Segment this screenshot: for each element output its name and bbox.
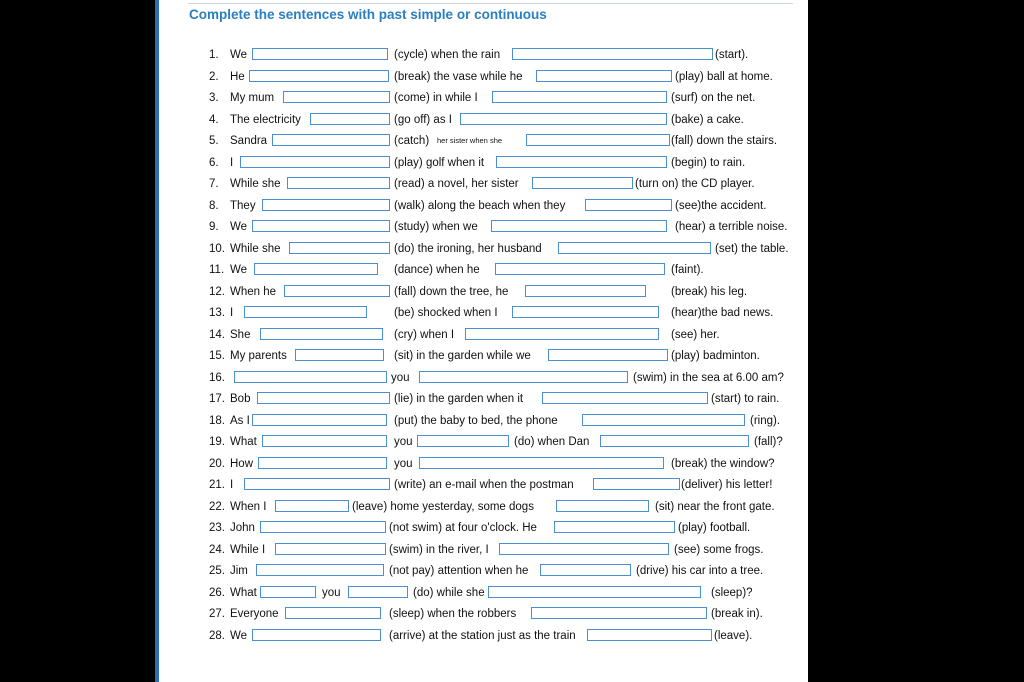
exercise-row xyxy=(209,369,809,387)
sentence-text: (bake) a cake. xyxy=(671,113,744,126)
sentence-text: (deliver) his letter! xyxy=(681,479,773,491)
exercise-row xyxy=(209,605,809,623)
sentence-text: you xyxy=(394,436,413,448)
exercise-row xyxy=(209,46,809,64)
sentence-text: We xyxy=(230,221,248,233)
sentence-text: (break) the window? xyxy=(671,457,775,470)
answer-input[interactable] xyxy=(460,113,667,125)
sentence-text: She xyxy=(230,328,251,341)
answer-input[interactable] xyxy=(252,414,387,426)
answer-input[interactable] xyxy=(531,607,707,619)
sentence-text: (start) to rain. xyxy=(711,393,780,405)
sentence-text: (faint). xyxy=(671,264,704,276)
exercise-row xyxy=(209,562,809,580)
sentence-text: (fall) down the tree, he xyxy=(394,285,509,298)
item-number: 27. xyxy=(209,608,225,620)
sentence-text: What xyxy=(230,586,257,599)
exercise-row xyxy=(209,68,809,86)
item-number: 10. xyxy=(209,242,225,255)
exercise-row xyxy=(209,132,809,150)
item-number: 13. xyxy=(209,307,225,319)
answer-input[interactable] xyxy=(252,220,390,232)
sentence-text: I xyxy=(230,479,234,491)
answer-input[interactable] xyxy=(585,199,672,211)
sentence-text: They xyxy=(230,199,256,212)
answer-input[interactable] xyxy=(252,629,381,641)
item-number: 9. xyxy=(209,221,219,233)
exercise-row xyxy=(209,111,809,129)
exercise-row xyxy=(209,390,809,408)
sentence-text: I xyxy=(230,307,234,319)
sentence-text: (do) the ironing, her husband xyxy=(394,242,542,255)
answer-input[interactable] xyxy=(542,392,708,404)
exercise-row xyxy=(209,412,809,430)
exercise-row xyxy=(209,476,809,494)
sentence-text: (play) ball at home. xyxy=(675,70,773,83)
answer-input[interactable] xyxy=(556,500,649,512)
sentence-text: (fall)? xyxy=(754,436,783,448)
sentence-text: (sit) near the front gate. xyxy=(655,500,775,513)
sentence-text: (sleep) when the robbers xyxy=(389,608,517,620)
item-number: 20. xyxy=(209,457,225,470)
answer-input[interactable] xyxy=(260,328,383,340)
sentence-text: While I xyxy=(230,543,266,556)
exercise-row xyxy=(209,304,809,322)
sentence-text: We xyxy=(230,629,248,642)
sentence-text: (come) in while I xyxy=(394,92,478,104)
item-number: 8. xyxy=(209,199,219,212)
sentence-text: When I xyxy=(230,500,267,513)
sentence-text: you xyxy=(391,371,410,384)
sentence-text: What xyxy=(230,436,257,448)
sentence-text: (catch) xyxy=(394,135,430,147)
sentence-text: (write) an e-mail when the postman xyxy=(394,479,574,491)
exercise-row xyxy=(209,154,809,172)
exercise-row xyxy=(209,261,809,279)
sentence-text: (go off) as I xyxy=(394,113,452,126)
sentence-text: (begin) to rain. xyxy=(671,156,746,169)
item-number: 17. xyxy=(209,393,225,405)
item-number: 18. xyxy=(209,414,225,427)
answer-input[interactable] xyxy=(419,371,628,383)
sentence-text: (surf) on the net. xyxy=(671,92,756,104)
sentence-text: (break) the vase while he xyxy=(394,70,523,83)
sentence-text: (not swim) at four o'clock. He xyxy=(389,522,537,534)
sentence-text: While she xyxy=(230,242,281,255)
sentence-text: (play) golf when it xyxy=(394,156,485,169)
sentence-text: As I xyxy=(230,414,250,427)
answer-input[interactable] xyxy=(295,349,384,361)
answer-input[interactable] xyxy=(495,263,665,275)
answer-input[interactable] xyxy=(512,48,713,60)
sentence-text: (see) her. xyxy=(671,328,720,341)
sentence-text: (see) some frogs. xyxy=(674,543,764,556)
answer-input[interactable] xyxy=(258,457,387,469)
answer-input[interactable] xyxy=(283,91,390,103)
sentence-text: (leave) home yesterday, some dogs xyxy=(352,500,534,513)
sentence-text: How xyxy=(230,457,254,470)
item-number: 22. xyxy=(209,500,225,513)
sentence-text: (hear) a terrible noise. xyxy=(675,221,788,233)
exercise-row xyxy=(209,197,809,215)
answer-input[interactable] xyxy=(260,586,316,598)
sentence-text: (be) shocked when I xyxy=(394,307,498,319)
sentence-text: (sit) in the garden while we xyxy=(394,350,531,362)
sentence-text: (put) the baby to bed, the phone xyxy=(394,414,558,427)
sentence-text: Sandra xyxy=(230,135,268,147)
answer-input[interactable] xyxy=(244,306,367,318)
sentence-text: (do) while she xyxy=(413,586,485,599)
exercise-row xyxy=(209,455,809,473)
sentence-text: (leave). xyxy=(714,629,753,642)
answer-input[interactable] xyxy=(419,457,664,469)
page-left-border xyxy=(155,0,159,682)
answer-input[interactable] xyxy=(275,500,349,512)
sentence-text: (fall) down the stairs. xyxy=(671,135,778,147)
sentence-text: (not pay) attention when he xyxy=(389,565,529,577)
answer-input[interactable] xyxy=(272,134,390,146)
item-number: 12. xyxy=(209,285,225,298)
sentence-text: (ring). xyxy=(750,414,781,427)
answer-input[interactable] xyxy=(262,199,390,211)
exercise-row xyxy=(209,283,809,301)
item-number: 26. xyxy=(209,586,225,599)
sentence-text: The electricity xyxy=(230,113,301,126)
answer-input[interactable] xyxy=(289,242,390,254)
item-number: 5. xyxy=(209,135,219,147)
answer-input[interactable] xyxy=(260,521,386,533)
answer-input[interactable] xyxy=(526,134,670,146)
sentence-text: While she xyxy=(230,178,281,190)
answer-input[interactable] xyxy=(491,220,667,232)
answer-input[interactable] xyxy=(540,564,631,576)
answer-input[interactable] xyxy=(348,586,408,598)
exercise-row xyxy=(209,519,809,537)
exercise-row xyxy=(209,433,809,451)
answer-input[interactable] xyxy=(257,392,390,404)
item-number: 28. xyxy=(209,629,225,642)
item-number: 2. xyxy=(209,70,219,83)
sentence-text: you xyxy=(394,457,413,470)
answer-input[interactable] xyxy=(249,70,389,82)
answer-input[interactable] xyxy=(310,113,390,125)
answer-input[interactable] xyxy=(256,564,384,576)
exercise-row xyxy=(209,541,809,559)
sentence-text: We xyxy=(230,264,248,276)
exercise-row xyxy=(209,627,809,645)
exercise-row xyxy=(209,326,809,344)
answer-input[interactable] xyxy=(240,156,390,168)
item-number: 24. xyxy=(209,543,225,556)
sentence-text: you xyxy=(322,586,341,599)
sentence-text: (arrive) at the station just as the train xyxy=(389,629,576,642)
exercise-row xyxy=(209,347,809,365)
sentence-text: Everyone xyxy=(230,608,279,620)
item-number: 6. xyxy=(209,156,219,169)
answer-input[interactable] xyxy=(496,156,667,168)
item-number: 19. xyxy=(209,436,225,448)
item-number: 4. xyxy=(209,113,219,126)
sentence-text: (start). xyxy=(715,49,749,61)
sentence-text: My mum xyxy=(230,92,275,104)
item-number: 11. xyxy=(209,264,225,276)
answer-input[interactable] xyxy=(492,91,667,103)
sentence-text: (see)the accident. xyxy=(675,199,767,212)
answer-input[interactable] xyxy=(262,435,387,447)
sentence-text: When he xyxy=(230,285,277,298)
sentence-text: I xyxy=(230,156,234,169)
sentence-text: (dance) when he xyxy=(394,264,480,276)
answer-input[interactable] xyxy=(284,285,390,297)
sentence-text: (set) the table. xyxy=(715,242,789,255)
sentence-text: (do) when Dan xyxy=(514,436,590,448)
answer-input[interactable] xyxy=(244,478,390,490)
exercise-row xyxy=(209,175,809,193)
sentence-text: (break in). xyxy=(711,608,763,620)
answer-input[interactable] xyxy=(465,328,659,340)
answer-input[interactable] xyxy=(536,70,672,82)
answer-input[interactable] xyxy=(234,371,387,383)
sentence-text: (sleep)? xyxy=(711,586,753,599)
answer-input[interactable] xyxy=(512,306,659,318)
answer-input[interactable] xyxy=(285,607,381,619)
exercise-row xyxy=(209,89,809,107)
exercise-row xyxy=(209,584,809,602)
sentence-text: (play) badminton. xyxy=(671,350,760,362)
item-number: 3. xyxy=(209,92,219,104)
answer-input[interactable] xyxy=(593,478,680,490)
top-divider xyxy=(188,3,793,4)
item-number: 16. xyxy=(209,371,225,384)
sentence-text: John xyxy=(230,522,255,534)
exercise-row xyxy=(209,218,809,236)
sentence-text: He xyxy=(230,70,245,83)
sentence-text: (walk) along the beach when they xyxy=(394,199,566,212)
sentence-text: (break) his leg. xyxy=(671,285,748,298)
sentence-text: Jim xyxy=(230,565,248,577)
answer-input[interactable] xyxy=(554,521,675,533)
item-number: 14. xyxy=(209,328,225,341)
sentence-text: (study) when we xyxy=(394,221,478,233)
item-number: 23. xyxy=(209,522,225,534)
sentence-text: Bob xyxy=(230,393,251,405)
answer-input[interactable] xyxy=(287,177,390,189)
sentence-text: (read) a novel, her sister xyxy=(394,178,519,190)
answer-input[interactable] xyxy=(532,177,633,189)
sentence-text: (turn on) the CD player. xyxy=(635,178,755,190)
sentence-text: My parents xyxy=(230,350,287,362)
sentence-text: (hear)the bad news. xyxy=(671,307,774,319)
item-number: 15. xyxy=(209,350,225,362)
answer-input[interactable] xyxy=(254,263,378,275)
answer-input[interactable] xyxy=(252,48,388,60)
worksheet-title: Complete the sentences with past simple or continuous xyxy=(189,7,547,22)
answer-input[interactable] xyxy=(275,543,386,555)
answer-input[interactable] xyxy=(525,285,646,297)
answer-input[interactable] xyxy=(587,629,712,641)
answer-input[interactable] xyxy=(499,543,669,555)
item-number: 21. xyxy=(209,479,225,491)
sentence-text: (swim) in the river, I xyxy=(389,543,489,556)
item-number: 1. xyxy=(209,49,219,61)
answer-input[interactable] xyxy=(582,414,745,426)
answer-input[interactable] xyxy=(558,242,711,254)
sentence-text: (cry) when I xyxy=(394,328,455,341)
sentence-text: (lie) in the garden when it xyxy=(394,393,524,405)
exercise-row xyxy=(209,240,809,258)
sentence-text: (swim) in the sea at 6.00 am? xyxy=(633,371,784,384)
item-number: 7. xyxy=(209,178,219,190)
sentence-text: her sister when she xyxy=(437,136,503,145)
answer-input[interactable] xyxy=(488,586,701,598)
answer-input[interactable] xyxy=(600,435,749,447)
answer-input[interactable] xyxy=(548,349,668,361)
item-number: 25. xyxy=(209,565,225,577)
sentence-text: (cycle) when the rain xyxy=(394,49,501,61)
sentence-text: (drive) his car into a tree. xyxy=(636,565,764,577)
answer-input[interactable] xyxy=(417,435,509,447)
exercise-row xyxy=(209,498,809,516)
sentence-text: (play) football. xyxy=(678,522,751,534)
sentence-text: We xyxy=(230,49,248,61)
